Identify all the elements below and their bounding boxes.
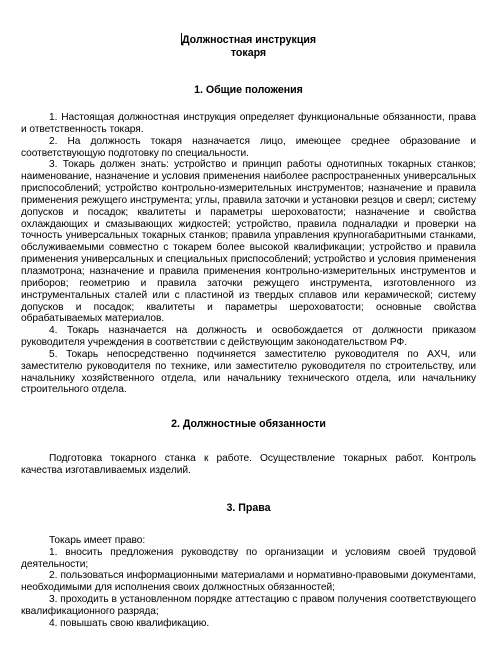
document-subtitle: токаря <box>230 47 267 59</box>
paragraph: 5. Токарь непосредственно подчиняется заместителю руководителя по АХЧ, или заместителю руководителя по технике, или заместителю руководителя по строительству, или начальнику хозяйственного отдела, или начальнику технического отдела, или начальнику строительного отдела. <box>21 348 476 396</box>
paragraph: 1. Настоящая должностная инструкция определяет функциональные обязанности, права и ответственность токаря. <box>21 112 476 135</box>
paragraph: 2. На должность токаря назначается лицо, имеющее среднее образование и соответствующую подготовку по специальности. <box>21 135 476 159</box>
document-title <box>21 33 476 47</box>
section-heading-general: 1. Общие положения <box>194 84 303 96</box>
paragraph: 4. Токарь назначается на должность и освобождается от должности приказом руководителя учреждения в соответствии с действующим законодательством РФ. <box>21 325 476 349</box>
list-item: 1. вносить предложения руководству по организации и условиям своей трудовой деятельности; <box>21 546 476 570</box>
list-item: 2. пользоваться информационными материалами и нормативно-правовыми документами, необходимыми для исполнения своих должностных обязанностей; <box>21 570 476 594</box>
paragraph: 3. Токарь должен знать: устройство и принцип работы однотипных токарных станков; наименование, назначение и условия применения наиболее распространенных универсальных приспособлений; устройство контрольно-измерительных инструментов; назначение и правила применения режущего инструмента; углы, правила заточки и установки резцов и сверл; систему допусков и посадок; квалитеты и параметры шероховатости; назначение и свойства охлаждающих и смазывающих жидкостей; устройство, правила подналадки и проверки на точность универсальных токарных станков; правила управления крупногабаритными станками, обслуживаемыми совместно с токарем более высокой квалификации; устройство и правила применения универсальных и специальных приспособлений; устройство и условия применения плазмотрона; назначение и правила применения контрольно-измерительных инструментов и приборов; геометрию и правила заточки режущего инструмента, изготовленного из инструментальных сталей или с пластиной из твердых сплавов или керамической; систему допусков и посадок; квалитеты и параметры шероховатости; основные свойства обрабатываемых материалов. <box>21 159 476 325</box>
document-title-line1: Должностная инструкция <box>181 34 317 46</box>
paragraph: Подготовка токарного станка к работе. Осуществление токарных работ. Контроль качества изготавливаемых изделий. <box>21 453 476 477</box>
section-heading-rights: 3. Права <box>226 501 271 514</box>
list-item: 3. проходить в установленном порядке аттестацию с правом получения соответствующего квалификационного разряда; <box>21 594 476 617</box>
section-heading-duties: 2. Должностные обязанности <box>171 418 326 431</box>
paragraph-intro: Токарь имеет право: <box>49 534 146 546</box>
list-item: 4. повышать свою квалификацию. <box>49 617 210 629</box>
